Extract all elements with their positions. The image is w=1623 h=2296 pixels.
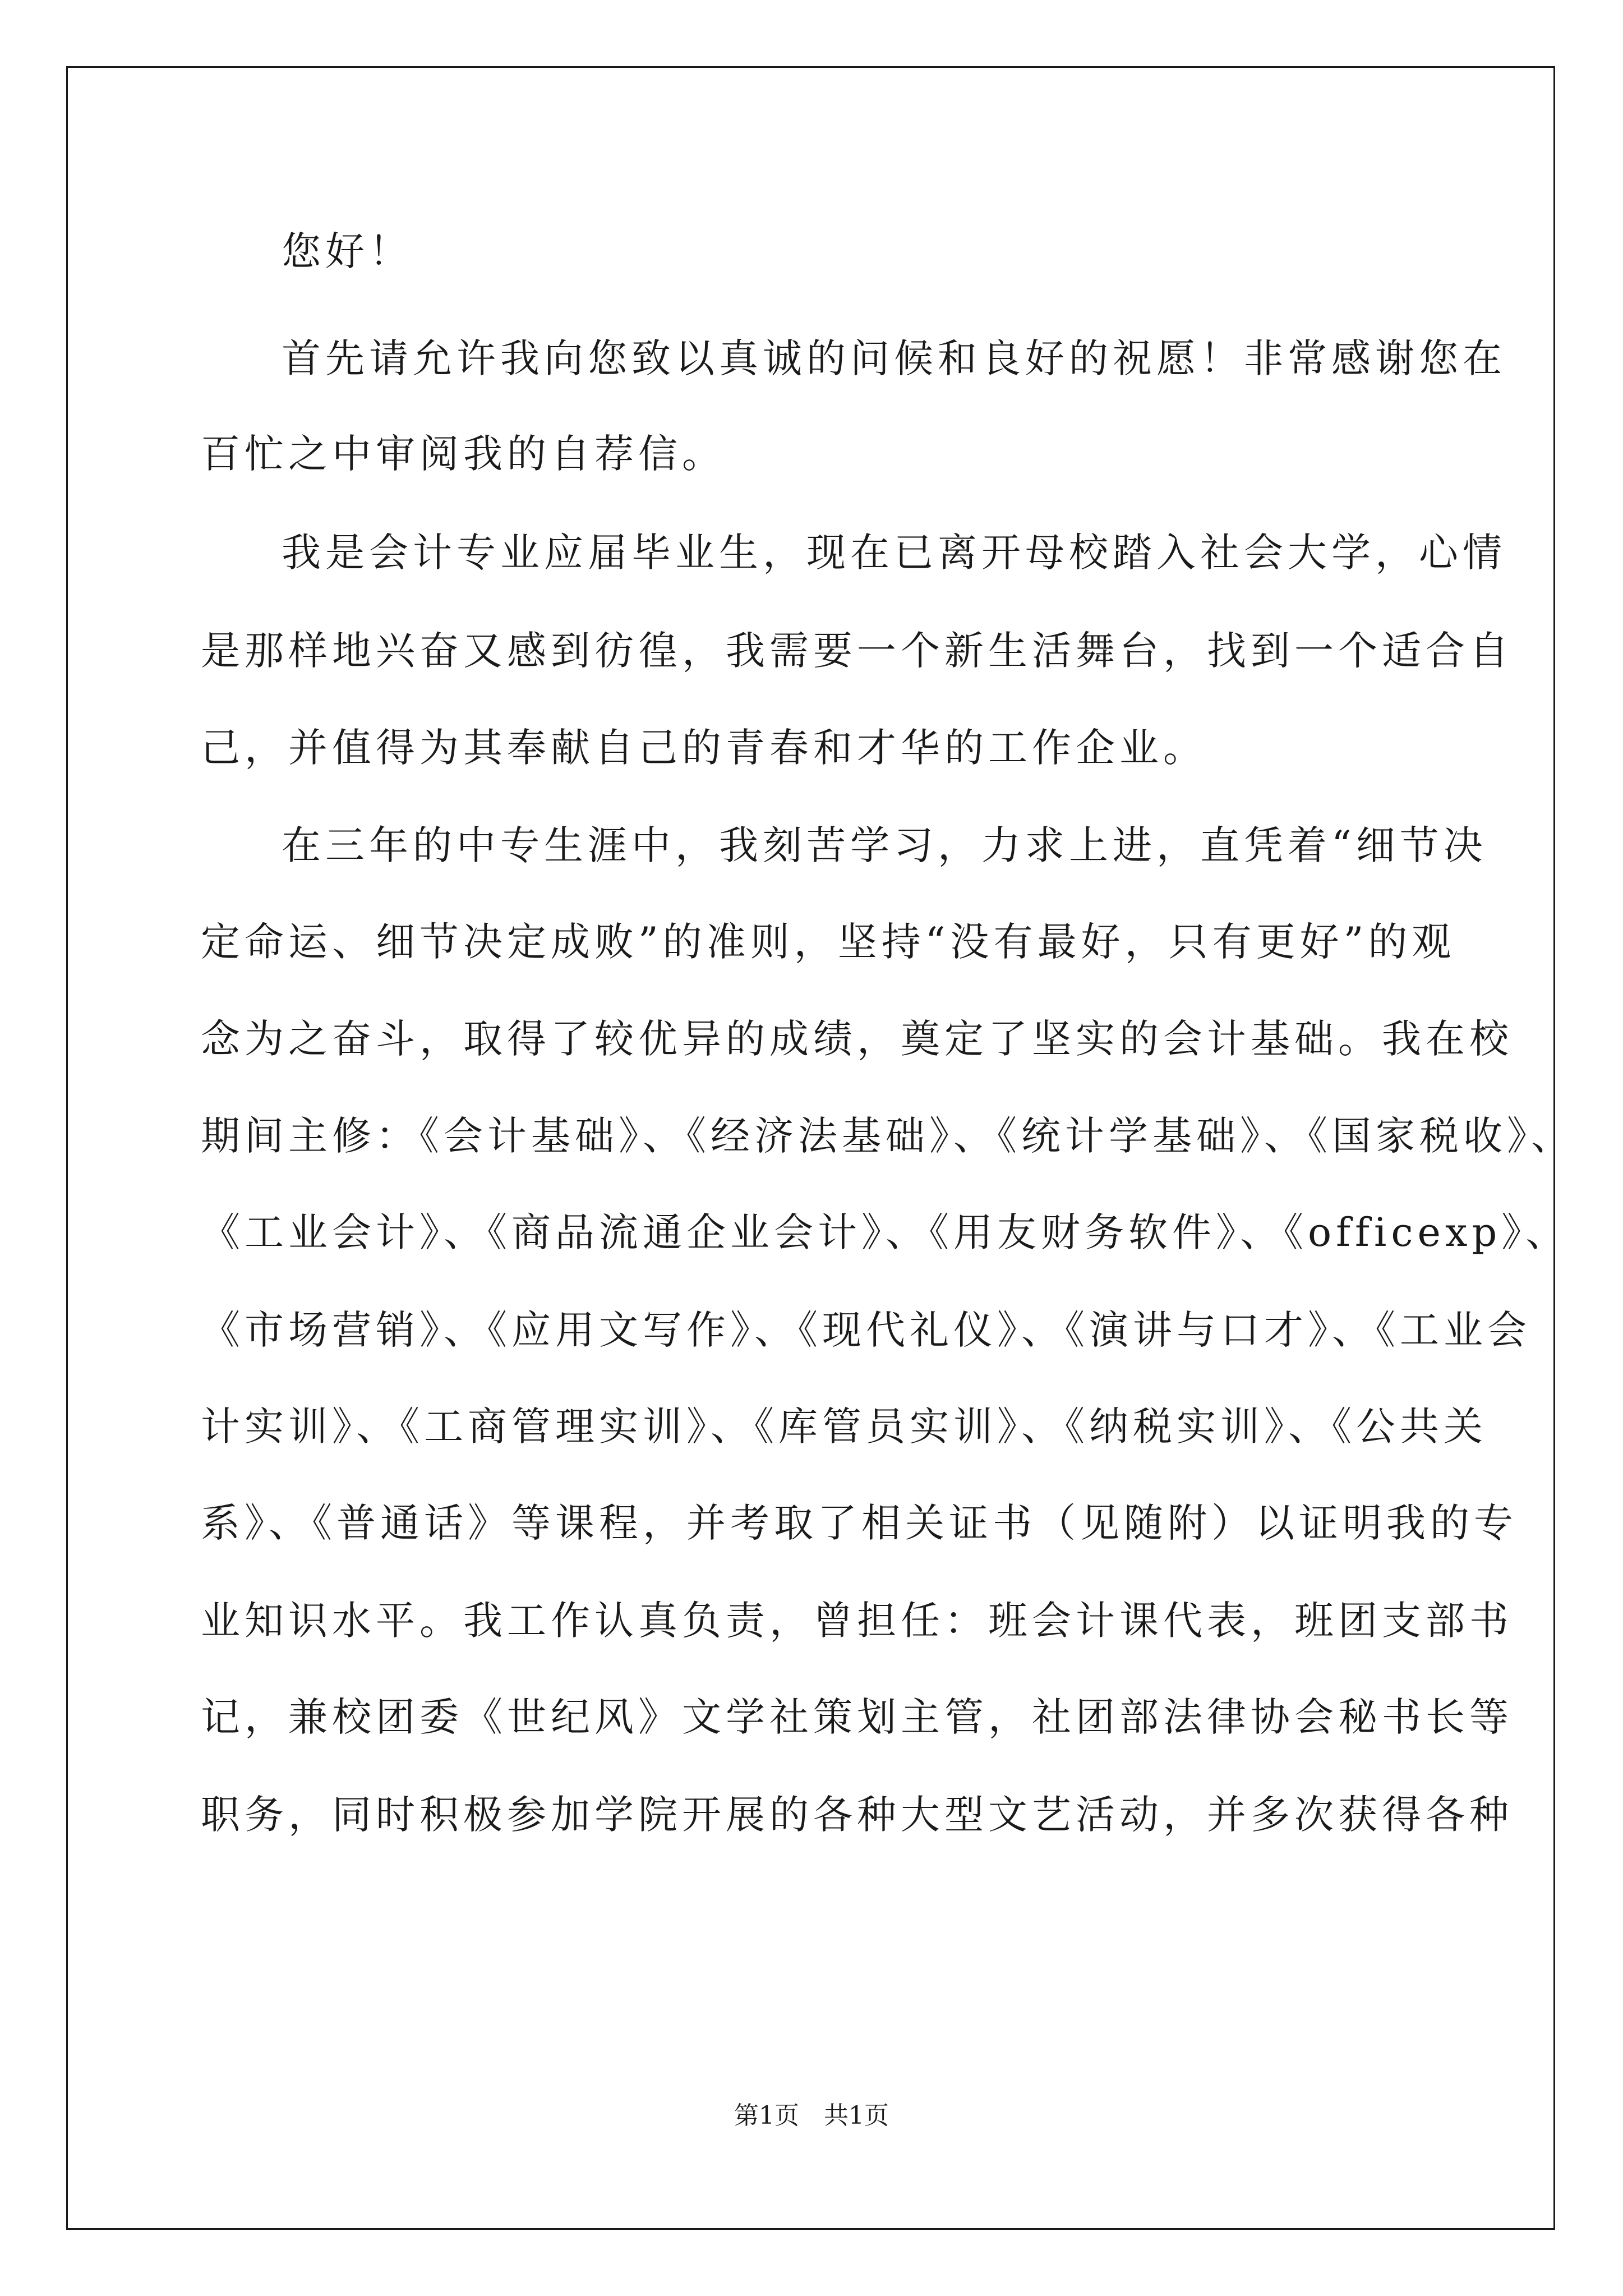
paragraph-2-line-1: 我是会计专业应届毕业生，现在已离开母校踏入社会大学，心情 (282, 530, 1506, 576)
paragraph-3-line-8: 系》、《普通话》等课程，并考取了相关证书（见随附）以证明我的专 (201, 1500, 1518, 1546)
paragraph-2-line-3: 己，并值得为其奉献自己的青春和才华的工作企业。 (201, 725, 1207, 771)
paragraph-3-line-2: 定命运、细节决定成败”的准则，坚持“没有最好，只有更好”的观 (201, 919, 1456, 965)
paragraph-3-line-1: 在三年的中专生涯中，我刻苦学习，力求上进，直凭着“细节决 (282, 822, 1487, 868)
paragraph-3-line-7: 计实训》、《工商管理实训》、《库管员实训》、《纳税实训》、《公共关 (201, 1404, 1487, 1450)
paragraph-3-line-4: 期间主修：《会计基础》、《经济法基础》、《统计学基础》、《国家税收》、 (201, 1113, 1575, 1159)
paragraph-3-line-9: 业知识水平。我工作认真负责，曾担任：班会计课代表，班团支部书 (201, 1598, 1513, 1644)
paragraph-3-line-6: 《市场营销》、《应用文写作》、《现代礼仪》、《演讲与口才》、《工业会 (201, 1307, 1531, 1353)
paragraph-3-line-5: 《工业会计》、《商品流通企业会计》、《用友财务软件》、《officexp》、 (201, 1209, 1570, 1255)
greeting-line: 您好！ (282, 228, 413, 274)
paragraph-3-line-10: 记，兼校团委《世纪风》文学社策划主管，社团部法律协会秘书长等 (201, 1694, 1513, 1740)
paragraph-1-line-1: 首先请允许我向您致以真诚的问候和良好的祝愿！非常感谢您在 (282, 335, 1506, 381)
paragraph-3-line-3: 念为之奋斗，取得了较优异的成绩，奠定了坚实的会计基础。我在校 (201, 1016, 1513, 1062)
paragraph-3-line-11: 职务，同时积极参加学院开展的各种大型文艺活动，并多次获得各种 (201, 1792, 1513, 1838)
paragraph-1-line-2: 百忙之中审阅我的自荐信。 (201, 431, 726, 477)
page-number-footer: 第1页 共1页 (734, 2101, 889, 2130)
paragraph-2-line-2: 是那样地兴奋又感到彷徨，我需要一个新生活舞台，找到一个适合自 (201, 628, 1513, 674)
